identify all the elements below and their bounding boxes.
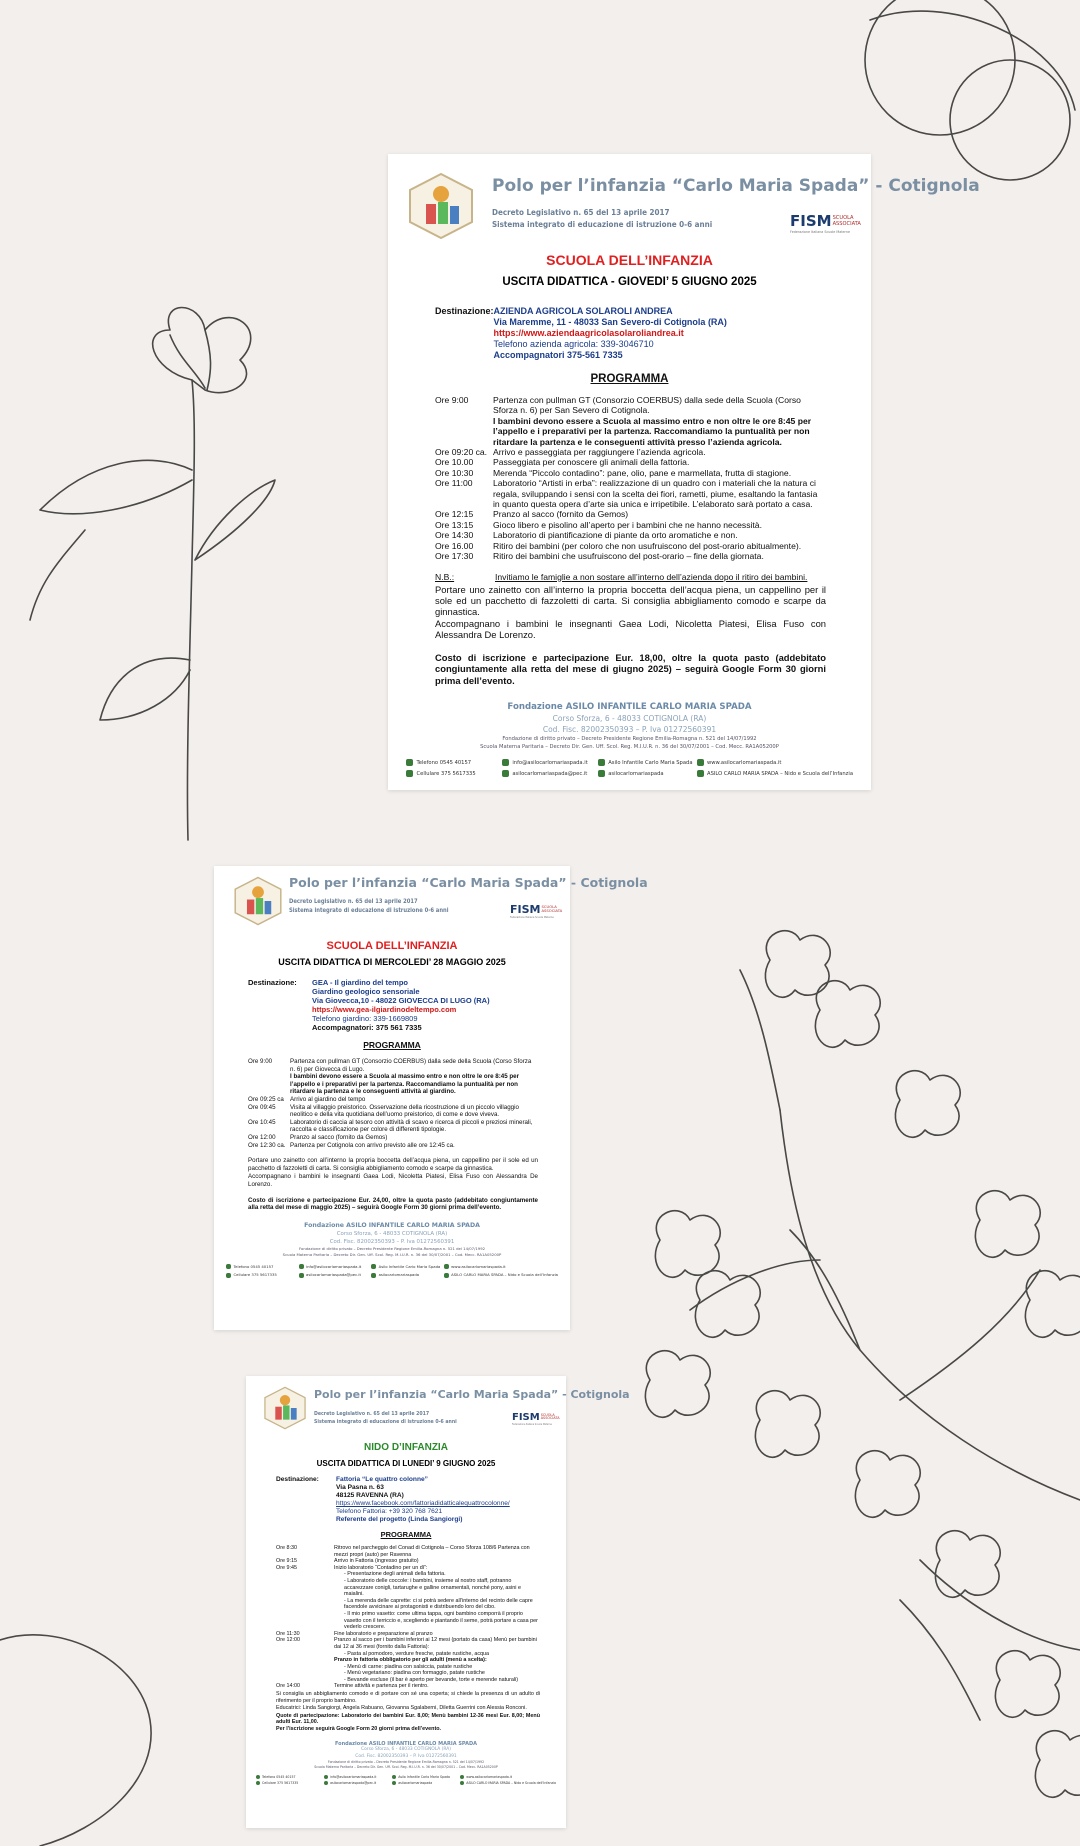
schedule-text: Ritrovo nel parcheggio del Conad di Cotignola – Corso Sforza 108/6 Partenza con mezzi propri (auto) per Ravenna	[334, 1545, 530, 1558]
fism-logo-sub: Federazione Italiana Scuole Materne	[790, 230, 850, 234]
schedule-time: Ore 9:00	[435, 395, 469, 405]
schedule-time: Ore 16.00	[435, 540, 474, 551]
contact-item: asilocarlomariaspada	[371, 1272, 441, 1278]
cost-paragraph: Costo di iscrizione e partecipazione Eur. 24,00, oltre la quota pasto (addebitato congiuntamente alla retta del mese di maggio 2025) – seguirà Google Form 30 giorni prima dell’evento.	[248, 1196, 538, 1212]
schedule-time: Ore 10:30	[435, 467, 474, 478]
fism-logo-text: FISM	[512, 1412, 540, 1423]
schedule-description	[493, 395, 826, 447]
destination-website-link[interactable]: https://www.facebook.com/fattoriadidatticalequattrocolonne/	[336, 1500, 510, 1507]
section-title: SCUOLA DELL’INFANZIA	[546, 252, 713, 268]
destination-details	[336, 1476, 510, 1524]
schedule-time: Ore 11:00	[435, 478, 473, 489]
schedule-text: Gioco libero e pisolino all’aperto per i bambini che ne hanno necessità.	[493, 519, 762, 530]
schedule-description	[493, 541, 826, 551]
schedule-subitem: - Pasta al pomodoro, verdure fresche, patate rustiche, acqua	[344, 1650, 490, 1657]
fism-logo	[512, 1412, 560, 1426]
schedule-time: Ore 10.00	[435, 457, 474, 468]
destination-phone: Telefono azienda agricola: 339-3046710	[493, 339, 654, 349]
destination-label: Destinazione:	[435, 306, 494, 316]
teachers-paragraph: Accompagnano i bambini le insegnanti Gaea Lodi, Nicoletta Piatesi, Elisa Fuso con Alessandra De Lorenzo.	[435, 617, 826, 640]
schedule-text: Laboratorio di piantificazione di piante da orto aromatiche e non.	[493, 530, 738, 541]
destination-details	[312, 978, 490, 1032]
destination-companions: Accompagnatori 375-561 7335	[493, 350, 623, 360]
schedule-list	[435, 395, 826, 562]
footer-tax-code: Cod. Fisc. 82002350393 – P. Iva 01272560391	[355, 1753, 457, 1759]
schedule-text: Partenza per Cotignola con arrivo previsto alle ore 12:45 ca.	[290, 1141, 455, 1149]
schedule-description	[290, 1134, 538, 1142]
destination-phone: Telefono giardino: 339-1669809	[312, 1014, 418, 1023]
schedule-subitem: - Menù di carne: piadina con salsiccia, patate rustiche	[344, 1663, 473, 1670]
schedule-time: Ore 17:30	[435, 551, 474, 562]
footer-foundation-name: Fondazione ASILO INFANTILE CARLO MARIA SPADA	[507, 702, 752, 713]
contact-item: asilocarlomariaspada@pec.it	[502, 770, 594, 777]
schedule-time: Ore 09:25 ca	[248, 1095, 284, 1103]
schedule-description	[493, 520, 826, 530]
schedule-subitem: - Laboratorio delle coccole: i bambini, insieme al nostro staff, potranno accarezzare conigli, tartarughe e galline ornamentali, nonché pony, asini e maialini.	[344, 1577, 521, 1598]
footer-foundation-name: Fondazione ASILO INFANTILE CARLO MARIA SPADA	[334, 1740, 478, 1747]
schedule-subitem: - Il mio primo vasetto: come ultima tappa, ogni bambino comporrà il proprio vasetto con il terriccio e, scegliendo e piantando il seme, potrà portare a casa per vederlo crescere.	[344, 1610, 538, 1631]
contact-item: Cellulare 375 5617335	[226, 1272, 296, 1278]
schedule-time: Ore 12:00	[276, 1637, 300, 1644]
schedule-description	[290, 1142, 538, 1150]
destination-address-2: Via Giovecca,10 - 48022 GIOVECCA DI LUGO (RA)	[312, 996, 490, 1005]
schedule-description	[334, 1683, 540, 1690]
schedule-text: Arrivo al giardino del tempo	[290, 1095, 366, 1103]
registration-paragraph: Per l’iscrizione seguirà Google Form 20 giorni prima dell’evento.	[276, 1726, 442, 1733]
contact-item: Asilo Infantile Carlo Maria Spada	[371, 1264, 441, 1270]
trip-title: USCITA DIDATTICA DI MERCOLEDI’ 28 MAGGIO 2025	[278, 957, 506, 967]
schedule-description	[334, 1631, 540, 1638]
destination-block	[435, 306, 871, 361]
schedule-description	[493, 468, 826, 478]
footer-address: Corso Sforza, 6 - 48033 COTIGNOLA (RA)	[361, 1747, 451, 1753]
schedule-text: Inizio laboratorio “Contadino per un dì”:	[334, 1564, 428, 1571]
schedule-text: Arrivo e passeggiata per raggiungere l’azienda agricola.	[493, 447, 706, 458]
contact-item: Cellulare 375 5617335	[406, 770, 498, 777]
destination-name: AZIENDA AGRICOLA SOLAROLI ANDREA	[493, 306, 673, 316]
note-label: N.B.:	[435, 571, 455, 582]
footer-legal-1: Fondazione di diritto privato – Decreto Presidente Regione Emilia-Romagna n. 521 del 14/07/1992	[327, 1760, 485, 1765]
destination-block	[248, 978, 570, 1032]
destination-address: Giardino geologico sensoriale	[312, 987, 420, 996]
destination-website-link[interactable]: https://www.aziendaagricolasolaroliandrea.it	[493, 328, 684, 338]
footer-legal-1: Fondazione di diritto privato – Decreto Presidente Regione Emilia-Romagna n. 521 del 14/07/1992	[298, 1245, 486, 1251]
fism-logo-text: FISM	[790, 212, 832, 230]
contacts-grid	[406, 759, 853, 777]
schedule-time: Ore 10:45	[248, 1118, 276, 1126]
blossom-outlines	[645, 931, 1080, 1798]
schedule-time: Ore 9:00	[248, 1058, 273, 1065]
footer-foundation-name: Fondazione ASILO INFANTILE CARLO MARIA SPADA	[304, 1221, 480, 1229]
destination-name: Fattoria “Le quattro colonne”	[336, 1476, 428, 1483]
schedule-bold-note: I bambini devono essere a Scuola al massimo entro e non oltre le ore 8:45 per l’appello e i preparativi per la partenza. Raccomandiamo la puntualità per non ritardare la partenza e le conseguenti attività presso l’azienda agricola.	[493, 415, 812, 447]
schedule-text: Arrivo in Fattoria (ingresso gratuito)	[334, 1558, 419, 1565]
contacts-grid	[226, 1264, 558, 1278]
contact-item: info@asilocarlomariaspada.it	[299, 1264, 369, 1270]
footer-address: Corso Sforza, 6 - 48033 COTIGNOLA (RA)	[336, 1230, 448, 1237]
schedule-description	[290, 1104, 538, 1119]
schedule-description	[493, 509, 826, 519]
schedule-time: Ore 12:15	[435, 509, 474, 520]
schedule-bold-note: Pranzo in fattoria obbligatorio per gli adulti (menù a scelta):	[334, 1657, 487, 1664]
schedule-description	[493, 530, 826, 540]
cost-paragraph: Costo di iscrizione e partecipazione Eur. 18,00, oltre la quota pasto (addebitato congiuntamente alla retta del mese di giugno 2025) – seguirà Google Form 30 giorni prima dell’evento.	[435, 651, 826, 686]
fism-logo-sub: Federazione Italiana Scuole Materne	[512, 1423, 552, 1426]
flyer-infanzia-28-maggio	[214, 866, 648, 1330]
school-logo-icon	[232, 876, 284, 926]
schedule-description	[493, 457, 826, 467]
contacts-grid	[256, 1775, 556, 1785]
destination-details	[494, 306, 727, 361]
contact-item: Telefono 0545 40157	[406, 759, 498, 766]
schedule-description	[334, 1637, 540, 1683]
program-heading: PROGRAMMA	[363, 1040, 421, 1050]
school-logo-icon	[406, 172, 476, 240]
destination-website-link[interactable]: https://www.gea-ilgiardinodeltempo.com	[312, 1005, 457, 1014]
schedule-list	[248, 1058, 538, 1149]
contact-item: ASILO CARLO MARIA SPADA – Nido e Scuola dell’Infanzia	[444, 1272, 558, 1278]
schedule-text: Fine laboratorio e preparazione al pranzo	[334, 1630, 433, 1637]
schedule-text: Partenza con pullman GT (Consorzio COERBUS) dalla sede della Scuola (Corso Sforza n. 6) per San Severo di Cotignola.	[493, 395, 801, 416]
schedule-time: Ore 14:30	[435, 530, 474, 541]
destination-address: Via Pasna n. 63	[336, 1484, 384, 1491]
teachers-paragraph: Accompagnano i bambini le insegnanti Gaea Lodi, Nicoletta Piatesi, Elisa Fuso con Alessandra De Lorenzo.	[248, 1173, 538, 1188]
packing-paragraph: Portare uno zainetto con all’interno la propria boccetta dell’acqua piena, un cappellino per il sole ed un pacchetto di fazzoletti di carta. Si consiglia abbigliamento comodo e scarpe da ginnastica.	[248, 1157, 538, 1172]
schedule-text: Termine attività e partenza per il rientro.	[334, 1683, 429, 1690]
fism-logo-side: SCUOLA ASSOCIATA	[832, 215, 861, 227]
schedule-time: Ore 09:45	[248, 1103, 276, 1111]
circle-outline-decoration	[865, 0, 1015, 135]
schedule-time: Ore 8:30	[276, 1545, 297, 1551]
schedule-description	[493, 478, 826, 509]
schedule-description	[290, 1119, 538, 1134]
recommendation-paragraph: Si consiglia un abbigliamento comodo e di portare con sé una coperta; si chiede la presenza di un adulto di riferimento per il proprio bambino.	[276, 1691, 540, 1704]
schedule-time: Ore 12:30 ca.	[248, 1141, 286, 1149]
schedule-text: Laboratorio di caccia al tesoro con attività di scavo e ricerca di piccoli e preziosi minerali, raccolta e classificazione per colore di differenti tipologie.	[290, 1118, 533, 1134]
schedule-description	[290, 1096, 538, 1104]
contact-item: www.asilocarlomariaspada.it	[697, 759, 853, 766]
trip-title: USCITA DIDATTICA - GIOVEDI’ 5 GIUGNO 2025	[502, 276, 757, 288]
schedule-time: Ore 14:00	[276, 1683, 300, 1690]
schedule-text: Merenda “Piccolo contadino”: pane, olio, pane e marmellata, frutta di stagione.	[493, 467, 792, 478]
destination-phone: Telefono Fattoria: +39 320 768 7621	[336, 1508, 443, 1515]
system-line: Sistema integrato di educazione di istruzione 0-6 anni	[314, 1419, 457, 1425]
contact-item: info@asilocarlomariaspada.it	[324, 1775, 389, 1779]
schedule-subitem: - La merenda delle caprette: ci si potrà sedere all’interno del recinto delle capre facendole avvicinare ai protagonisti e distribuendo loro del cibo.	[344, 1597, 533, 1611]
contact-item: Cellulare 375 5617335	[256, 1781, 321, 1785]
contact-item: asilocarlomariaspada@pec.it	[324, 1781, 389, 1785]
schedule-time: Ore 9:45	[276, 1564, 297, 1571]
fism-logo-side: SCUOLA ASSOCIATA	[540, 1412, 560, 1420]
flyer-infanzia-5-giugno	[388, 154, 980, 790]
destination-companions: Accompagnatori: 375 561 7335	[312, 1023, 422, 1032]
schedule-subitem: - Menù vegetariano: piadina con formaggio, patate rustiche	[344, 1670, 485, 1677]
destination-name: GEA - Il giardino del tempo	[312, 978, 408, 987]
schedule-text: Ritiro dei bambini (per coloro che non usufruiscono del post-orario abitualmente).	[493, 540, 802, 551]
fism-logo	[790, 212, 861, 234]
destination-address-2: 48125 RAVENNA (RA)	[336, 1492, 404, 1499]
educators-paragraph: Educatrici: Linda Sangiorgi, Angela Rabuano, Giovanna Sgalaberni, Diletta Guerrini con Alessia Ronconi.	[276, 1705, 527, 1712]
fism-logo	[510, 903, 563, 919]
schedule-text: Partenza con pullman GT (Consorzio COERBUS) dalla sede della Scuola (Corso Sforza n. 6) per Giovecca di Lugo.	[290, 1058, 532, 1073]
schedule-time: Ore 09:20 ca.	[435, 447, 488, 458]
schedule-description	[493, 551, 826, 561]
contact-item: Telefono 0545 40157	[256, 1775, 321, 1779]
system-line: Sistema integrato di educazione di istruzione 0-6 anni	[492, 220, 713, 229]
contact-item: asilocarlomariaspada@pec.it	[299, 1272, 369, 1278]
schedule-subitem: - Presentazione degli animali della fattoria.	[344, 1571, 446, 1578]
foundation-footer	[214, 1222, 570, 1258]
footer-legal-2: Scuola Materna Paritaria – Decreto Dir. Gen. Uff. Scol. Reg. M.I.U.R. n. 36 del 30/07/2001 – Cod. Mecc. RA1A05200P	[314, 1765, 498, 1770]
contact-item: info@asilocarlomariaspada.it	[502, 759, 594, 766]
school-title: Polo per l’infanzia “Carlo Maria Spada” - Cotignola	[492, 176, 980, 196]
contact-item: www.asilocarlomariaspada.it	[444, 1264, 558, 1270]
footer-tax-code: Cod. Fisc. 82002350393 – P. Iva 01272560391	[329, 1238, 455, 1245]
foundation-footer	[246, 1741, 566, 1771]
school-title: Polo per l’infanzia “Carlo Maria Spada” - Cotignola	[314, 1388, 630, 1401]
schedule-text: Visita al villaggio preistorico. Osservazione della ricostruzione di un piccolo villaggio neolitico e della vita quotidiana dell’uomo preistorico, di come e dove viveva.	[290, 1103, 519, 1119]
schedule-text: Ritiro dei bambini che usufruiscono del post-orario – fine della giornata.	[493, 551, 764, 562]
section-title: SCUOLA DELL’INFANZIA	[326, 940, 458, 952]
fism-logo-sub: Federazione Italiana Scuole Materne	[510, 916, 554, 919]
contact-item: Telefono 0545 40157	[226, 1264, 296, 1270]
destination-label: Destinazione:	[248, 978, 297, 987]
fism-logo-text: FISM	[510, 903, 541, 916]
flyer-nido-9-giugno	[246, 1376, 630, 1828]
decree-line: Decreto Legislativo n. 65 del 13 aprile 2017	[289, 899, 418, 905]
program-heading: PROGRAMMA	[590, 373, 669, 385]
packing-paragraph: Portare uno zainetto con all’interno la propria boccetta dell’acqua piena, un cappellino per il sole ed un pacchetto di fazzoletti di carta. Si consiglia abbigliamento comodo e scarpe da ginnastica.	[435, 583, 826, 617]
schedule-text: Passeggiata per conoscere gli animali della fattoria.	[493, 457, 690, 468]
destination-label: Destinazione:	[276, 1476, 319, 1483]
decree-line: Decreto Legislativo n. 65 del 13 aprile 2017	[314, 1411, 430, 1417]
schedule-description	[334, 1545, 540, 1558]
schedule-description	[334, 1565, 540, 1631]
footer-legal-2: Scuola Materna Paritaria – Decreto Dir. Gen. Uff. Scol. Reg. M.I.U.R. n. 36 del 30/07/2001 – Cod. Mecc. RA1A05200P	[282, 1251, 502, 1257]
schedule-time: Ore 9:15	[276, 1558, 297, 1565]
schedule-text: Pranzo al sacco (fornito da Gemos)	[493, 509, 629, 520]
note-line	[435, 572, 826, 582]
contact-item: asilocarlomariaspada	[392, 1781, 457, 1785]
contact-item: www.asilocarlomariaspada.it	[460, 1775, 556, 1779]
footer-legal-1: Fondazione di diritto privato – Decreto Presidente Regione Emilia-Romagna n. 521 del 14/07/1992	[502, 736, 757, 743]
system-line: Sistema integrato di educazione di istruzione 0-6 anni	[289, 908, 449, 914]
school-logo-icon	[262, 1386, 308, 1430]
section-title: NIDO D’INFANZIA	[364, 1442, 448, 1453]
contact-item: ASILO CARLO MARIA SPADA – Nido e Scuola dell’Infanzia	[460, 1781, 556, 1785]
decree-line: Decreto Legislativo n. 65 del 13 aprile 2017	[492, 208, 670, 217]
schedule-text: Pranzo al sacco (fornito da Gemos)	[290, 1133, 388, 1141]
schedule-time: Ore 12:00	[248, 1133, 276, 1141]
schedule-text: Pranzo al sacco per i bambini inferiori ai 12 mesi (portato da casa) Menù per bambini dai 12 ai 36 mesi (fornito dalla Fattoria):	[334, 1637, 537, 1650]
program-heading: PROGRAMMA	[380, 1530, 432, 1539]
schedule-time: Ore 13:15	[435, 519, 474, 530]
trip-title: USCITA DIDATTICA DI LUNEDI’ 9 GIUGNO 2025	[316, 1459, 496, 1468]
schedule-description	[334, 1558, 540, 1565]
cost-paragraph: Quote di partecipazione: Laboratorio dei bambini Eur. 8,00; Menù bambini 12-36 mesi Eur. 8,00; Menù adulti Eur. 11,00.	[276, 1712, 540, 1726]
contact-item: Asilo Infantile Carlo Maria Spada	[392, 1775, 457, 1779]
footer-legal-2: Scuola Materna Paritaria – Decreto Dir. Gen. Uff. Scol. Reg. M.I.U.R. n. 36 del 30/07/2001 – Cod. Mecc. RA1A05200P	[480, 744, 779, 751]
schedule-text: Laboratorio “Artisti in erba”: realizzazione di un quadro con i materiali che la natura ci regala, sviluppando i sensi con la scelta dei fiori, rametti, piume, esaltando la fantasia in quanto questa opera d’arte sia unica e irripetibile. L’elaborato sarà portato a casa.	[493, 478, 818, 510]
note-text: Invitiamo le famiglie a non sostare all’interno dell’azienda dopo il ritiro dei bambini.	[495, 571, 808, 582]
schedule-time: Ore 11:30	[276, 1630, 300, 1637]
schedule-bold-note: I bambini devono essere a Scuola al massimo entro e non oltre le ore 8:45 per l’appello e i preparativi per la partenza. Raccomandiamo la puntualità per non ritardare la partenza e le conseguenti attività al giardino.	[290, 1073, 520, 1096]
contact-item: Asilo Infantile Carlo Maria Spada	[598, 759, 693, 766]
destination-block	[276, 1476, 566, 1524]
contact-item: ASILO CARLO MARIA SPADA – Nido e Scuola dell’Infanzia	[697, 770, 853, 777]
foundation-footer	[388, 702, 871, 751]
schedule-description	[493, 447, 826, 457]
schedule-subitem: - Bevande escluse (il bar è aperto per bevande, torte e merende naturali)	[344, 1676, 519, 1683]
destination-companions: Referente del progetto (Linda Sangiorgi)	[336, 1516, 463, 1523]
fism-logo-side: SCUOLA ASSOCIATA	[541, 905, 563, 913]
contact-item: asilocarlomariaspada	[598, 770, 693, 777]
footer-address: Corso Sforza, 6 - 48033 COTIGNOLA (RA)	[552, 714, 707, 724]
destination-address: Via Maremme, 11 - 48033 San Severo-di Cotignola (RA)	[493, 317, 727, 327]
schedule-list	[276, 1545, 540, 1690]
schedule-description	[290, 1058, 538, 1096]
school-title: Polo per l’infanzia “Carlo Maria Spada” - Cotignola	[289, 875, 648, 890]
footer-tax-code: Cod. Fisc. 82002350393 – P. Iva 01272560391	[542, 725, 717, 735]
